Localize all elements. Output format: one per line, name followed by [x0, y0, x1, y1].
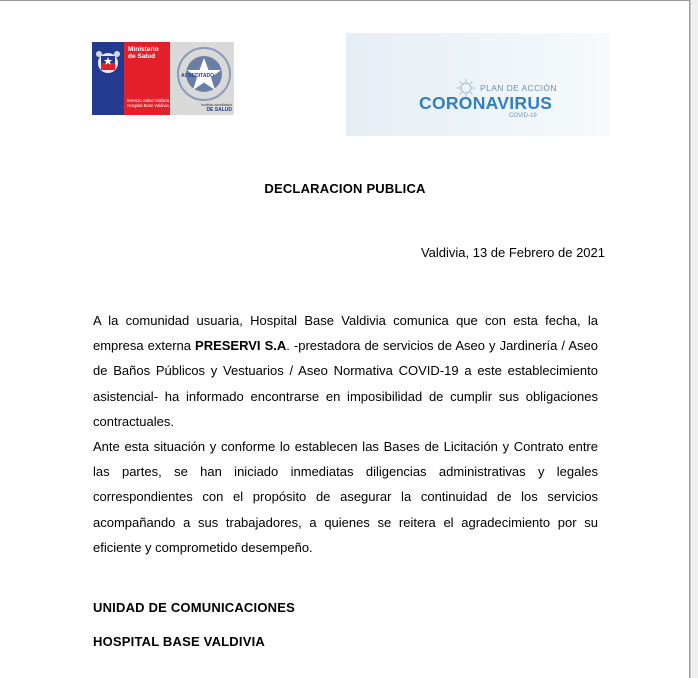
scrollbar-edge[interactable] [690, 0, 698, 678]
document-title: DECLARACION PUBLICA [264, 181, 426, 196]
paragraph-announcement [93, 308, 598, 434]
signature-unit: UNIDAD DE COMUNICACIONES [93, 600, 295, 615]
p1-text-after: . -prestadora de servicios de Aseo y Jardinería / Aseo de Baños Públicos y Vestuarios / Aseo Normativa COVID-19 a este establecimiento asistencial- ha informado encontrarse en imposibilidad de cumplir sus obligaciones contractuales. [93, 338, 598, 429]
acreditado-label: ACREDITADO [181, 73, 214, 79]
ministerio-salud-logo [92, 42, 234, 115]
paragraph-actions: Ante esta situación y conforme lo establecen las Bases de Licitación y Contrato entre las partes, se han iniciado inmediatas diligencias administrativas y legales correspondientes con el propósito de asegurar la continuidad de los servicios acompañando a sus trabajadores, a quienes se reitera el agradecimiento por su eficiente y comprometido desempeño. [93, 439, 598, 555]
document-date: Valdivia, 13 de Febrero de 2021 [420, 245, 605, 260]
acreditado-seal [170, 42, 234, 115]
company-name: PRESERVI S.A [195, 338, 287, 354]
chile-crest-icon [95, 48, 121, 76]
minsal-subtitle: Servicio Salud Valdivia Hospital Base Valdivia [126, 98, 170, 108]
acred-small-text: Instituto acreditador [201, 103, 232, 107]
acreditado-star-icon [176, 46, 232, 102]
logo-red-panel [124, 42, 170, 115]
acreditado-text [196, 103, 232, 113]
logo-blue-panel [92, 42, 124, 115]
signature-organization: HOSPITAL BASE VALDIVIA [93, 634, 265, 649]
covid-19-tag: COVID-19 [509, 113, 537, 119]
coronavirus-wordmark: CORONAVIRUS [419, 93, 553, 113]
coronavirus-banner [346, 33, 610, 136]
p1-text-before: A la comunidad usuaria, Hospital Base Valdivia comunica que con esta fecha, la empresa externa [93, 313, 598, 354]
plan-de-accion-label: PLAN DE ACCIÓN [480, 83, 557, 93]
acred-name: DE SALUD [206, 107, 232, 113]
minsal-title: Ministerio de Salud [128, 46, 159, 60]
